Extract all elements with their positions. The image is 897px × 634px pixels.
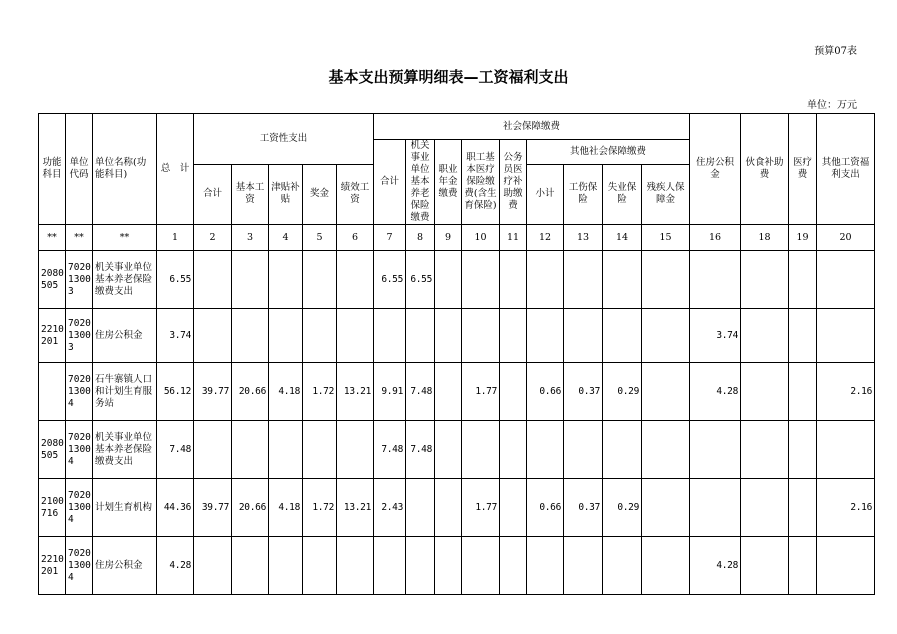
index-cell: 15	[642, 225, 690, 251]
header-other-group: 其他社会保障缴费	[527, 140, 690, 165]
value-cell: 0.37	[564, 479, 603, 537]
value-cell	[741, 251, 789, 309]
index-cell: 16	[690, 225, 741, 251]
value-cell	[269, 251, 303, 309]
value-cell	[269, 421, 303, 479]
form-code: 预算07表	[814, 46, 857, 57]
index-cell: 13	[564, 225, 603, 251]
value-cell: 7.48	[406, 363, 435, 421]
value-cell	[500, 309, 527, 363]
index-cell: 19	[789, 225, 817, 251]
value-cell	[603, 421, 642, 479]
value-cell: 39.77	[194, 363, 232, 421]
value-cell	[817, 309, 875, 363]
value-cell: 6.55	[157, 251, 194, 309]
header-injury: 工伤保险	[564, 164, 603, 224]
index-cell: 8	[406, 225, 435, 251]
value-cell	[564, 537, 603, 595]
value-cell	[374, 309, 406, 363]
header-unit-name: 单位名称(功能科目)	[93, 114, 157, 225]
unit-name-cell: 石牛寨镇人口和计划生育服务站	[93, 363, 157, 421]
value-cell	[817, 537, 875, 595]
value-cell	[435, 479, 462, 537]
index-cell: **	[93, 225, 157, 251]
value-cell: 7.48	[157, 421, 194, 479]
value-cell: 7.48	[406, 421, 435, 479]
value-cell	[500, 251, 527, 309]
value-cell	[789, 479, 817, 537]
value-cell: 4.28	[157, 537, 194, 595]
unit-name-cell: 机关事业单位基本养老保险缴费支出	[93, 421, 157, 479]
value-cell: 2.43	[374, 479, 406, 537]
value-cell	[690, 479, 741, 537]
header-medical-fee: 医疗费	[789, 114, 817, 225]
header-disability: 残疾人保障金	[642, 164, 690, 224]
func-subject-cell: 2210 201	[39, 309, 66, 363]
unit-code-cell: 7020 1300 4	[66, 479, 93, 537]
value-cell	[789, 363, 817, 421]
index-cell: 11	[500, 225, 527, 251]
value-cell	[435, 537, 462, 595]
value-cell	[337, 537, 374, 595]
header-basic-wage: 基本工资	[232, 164, 269, 224]
index-cell: 7	[374, 225, 406, 251]
func-subject-cell: 2080 505	[39, 421, 66, 479]
value-cell: 20.66	[232, 363, 269, 421]
value-cell	[194, 309, 232, 363]
unit-name-cell: 机关事业单位基本养老保险缴费支出	[93, 251, 157, 309]
unit-code-cell: 7020 1300 3	[66, 309, 93, 363]
header-civil-medical: 公务员医疗补助缴费	[500, 140, 527, 225]
value-cell: 3.74	[690, 309, 741, 363]
budget-table	[38, 113, 875, 595]
index-cell: 6	[337, 225, 374, 251]
table-row	[39, 309, 875, 363]
index-cell: 10	[462, 225, 500, 251]
value-cell	[500, 421, 527, 479]
value-cell	[642, 421, 690, 479]
value-cell	[303, 251, 337, 309]
index-cell: 9	[435, 225, 462, 251]
header-meal: 伙食补助费	[741, 114, 789, 225]
value-cell	[406, 309, 435, 363]
header-other-subtotal: 小计	[527, 164, 564, 224]
unit-code-cell: 7020 1300 4	[66, 363, 93, 421]
value-cell	[406, 537, 435, 595]
value-cell: 4.18	[269, 479, 303, 537]
value-cell: 0.66	[527, 363, 564, 421]
value-cell: 13.21	[337, 479, 374, 537]
value-cell: 4.28	[690, 363, 741, 421]
header-unemployment: 失业保险	[603, 164, 642, 224]
value-cell	[462, 537, 500, 595]
header-other-welfare: 其他工资福利支出	[817, 114, 875, 225]
unit-name-cell: 计划生育机构	[93, 479, 157, 537]
value-cell	[232, 537, 269, 595]
header-housing: 住房公积金	[690, 114, 741, 225]
value-cell	[435, 421, 462, 479]
value-cell: 0.66	[527, 479, 564, 537]
unit-code-cell: 7020 1300 4	[66, 537, 93, 595]
value-cell	[564, 309, 603, 363]
index-cell: **	[66, 225, 93, 251]
header-social-total: 合计	[374, 140, 406, 225]
value-cell: 13.21	[337, 363, 374, 421]
index-cell: 18	[741, 225, 789, 251]
value-cell	[406, 479, 435, 537]
value-cell	[500, 479, 527, 537]
header-medical: 职工基本医疗保险缴费(含生育保险)	[462, 140, 500, 225]
header-bonus: 奖金	[303, 164, 337, 224]
value-cell	[269, 537, 303, 595]
value-cell: 39.77	[194, 479, 232, 537]
unit-code-cell: 7020 1300 3	[66, 251, 93, 309]
value-cell	[269, 309, 303, 363]
value-cell: 3.74	[157, 309, 194, 363]
value-cell: 7.48	[374, 421, 406, 479]
value-cell	[642, 309, 690, 363]
value-cell	[789, 251, 817, 309]
value-cell	[642, 479, 690, 537]
unit-name-cell: 住房公积金	[93, 537, 157, 595]
header-allowance: 津贴补贴	[269, 164, 303, 224]
value-cell: 0.29	[603, 479, 642, 537]
header-wage-group: 工资性支出	[194, 114, 374, 165]
func-subject-cell: 2210 201	[39, 537, 66, 595]
index-cell: 3	[232, 225, 269, 251]
header-total: 总 计	[157, 114, 194, 225]
value-cell: 4.28	[690, 537, 741, 595]
header-annuity: 职业年金缴费	[435, 140, 462, 225]
value-cell	[303, 309, 337, 363]
table-row	[39, 251, 875, 309]
value-cell: 1.77	[462, 479, 500, 537]
index-cell: 20	[817, 225, 875, 251]
value-cell	[642, 537, 690, 595]
value-cell	[741, 309, 789, 363]
value-cell	[789, 537, 817, 595]
value-cell	[374, 537, 406, 595]
value-cell	[500, 537, 527, 595]
value-cell: 1.72	[303, 479, 337, 537]
value-cell	[564, 421, 603, 479]
value-cell	[303, 421, 337, 479]
value-cell	[462, 309, 500, 363]
value-cell	[232, 421, 269, 479]
index-cell: **	[39, 225, 66, 251]
value-cell	[603, 309, 642, 363]
value-cell	[435, 309, 462, 363]
value-cell	[603, 251, 642, 309]
value-cell	[527, 251, 564, 309]
value-cell	[435, 251, 462, 309]
value-cell: 6.55	[406, 251, 435, 309]
value-cell	[527, 309, 564, 363]
value-cell	[462, 251, 500, 309]
value-cell	[741, 363, 789, 421]
table-row	[39, 479, 875, 537]
index-cell: 4	[269, 225, 303, 251]
value-cell	[303, 537, 337, 595]
table-row	[39, 537, 875, 595]
value-cell: 44.36	[157, 479, 194, 537]
value-cell	[194, 251, 232, 309]
value-cell: 2.16	[817, 479, 875, 537]
value-cell	[690, 421, 741, 479]
func-subject-cell: 2080 505	[39, 251, 66, 309]
value-cell: 0.37	[564, 363, 603, 421]
value-cell	[741, 479, 789, 537]
header-unit-code: 单位代码	[66, 114, 93, 225]
header-func-subject: 功能科目	[39, 114, 66, 225]
page-title: 基本支出预算明细表—工资福利支出	[328, 68, 569, 86]
value-cell	[232, 309, 269, 363]
value-cell: 4.18	[269, 363, 303, 421]
table-row	[39, 363, 875, 421]
func-subject-cell: 2100 716	[39, 479, 66, 537]
value-cell	[642, 251, 690, 309]
value-cell	[642, 363, 690, 421]
header-wage-total: 合计	[194, 164, 232, 224]
index-cell: 5	[303, 225, 337, 251]
value-cell: 0.29	[603, 363, 642, 421]
unit-code-cell: 7020 1300 4	[66, 421, 93, 479]
unit-label: 单位：万元	[807, 100, 857, 111]
value-cell	[435, 363, 462, 421]
value-cell: 6.55	[374, 251, 406, 309]
header-performance: 绩效工资	[337, 164, 374, 224]
value-cell	[741, 537, 789, 595]
value-cell	[337, 421, 374, 479]
value-cell	[337, 251, 374, 309]
index-cell: 14	[603, 225, 642, 251]
func-subject-cell	[39, 363, 66, 421]
value-cell	[232, 251, 269, 309]
table-row	[39, 421, 875, 479]
value-cell: 1.77	[462, 363, 500, 421]
value-cell	[789, 309, 817, 363]
value-cell	[527, 421, 564, 479]
unit-name-cell: 住房公积金	[93, 309, 157, 363]
index-row	[39, 225, 875, 251]
value-cell: 20.66	[232, 479, 269, 537]
header-pension: 机关事业单位基本养老保险缴费	[406, 140, 435, 225]
value-cell: 2.16	[817, 363, 875, 421]
value-cell	[500, 363, 527, 421]
value-cell	[194, 537, 232, 595]
value-cell	[603, 537, 642, 595]
value-cell	[817, 251, 875, 309]
index-cell: 2	[194, 225, 232, 251]
value-cell: 1.72	[303, 363, 337, 421]
value-cell	[527, 537, 564, 595]
value-cell	[789, 421, 817, 479]
header-social-group: 社会保障缴费	[374, 114, 690, 140]
value-cell	[690, 251, 741, 309]
value-cell	[564, 251, 603, 309]
value-cell	[817, 421, 875, 479]
value-cell	[741, 421, 789, 479]
index-cell: 1	[157, 225, 194, 251]
value-cell	[462, 421, 500, 479]
value-cell: 56.12	[157, 363, 194, 421]
value-cell	[194, 421, 232, 479]
value-cell: 9.91	[374, 363, 406, 421]
value-cell	[337, 309, 374, 363]
index-cell: 12	[527, 225, 564, 251]
